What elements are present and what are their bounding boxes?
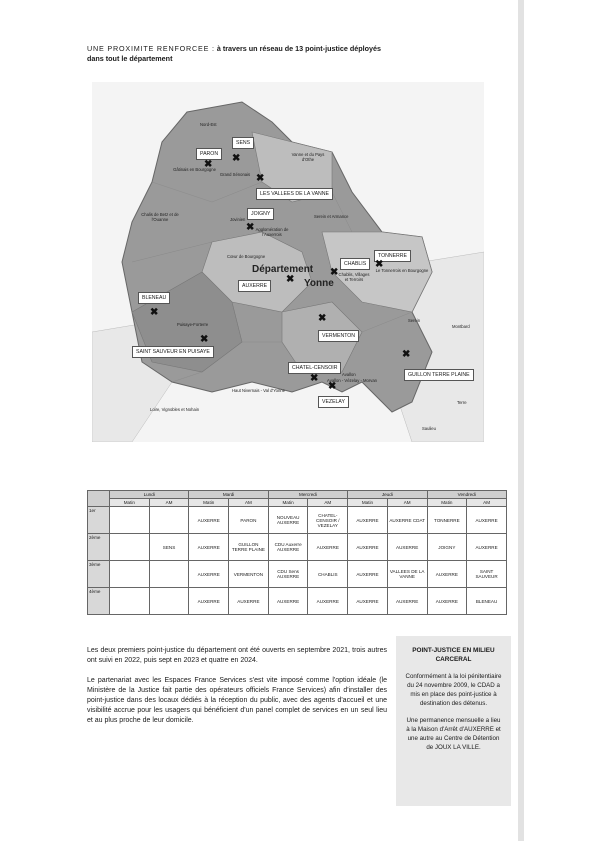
map-region: Chalis de Betz et de l'Ouanne (141, 212, 179, 222)
day-header: Vendredi (427, 491, 507, 499)
sidebox-paragraph: Une permanence mensuelle a lieu à la Maison d'Arrêt d'AUXERRE et une autre au Centre de Détention de JOUX LA VILLE. (406, 717, 501, 751)
table-row (88, 507, 507, 534)
table-cell: AUXERRE (268, 588, 308, 615)
day-header: Lundi (110, 491, 189, 499)
body-paragraph: Les deux premiers point-justice du département ont été ouverts en septembre 2021, trois autres ont suivi en 2022, puis sept en 2023 et quatre en 2024. (87, 647, 387, 664)
map-label-bleneau: BLENEAU (138, 292, 170, 304)
table-cell: PARON (229, 507, 269, 534)
map-region: Terre (457, 400, 467, 405)
map-label-paron: PARON (196, 148, 222, 160)
map-label-tonnerre: TONNERRE (374, 250, 411, 262)
table-header-days (88, 491, 507, 499)
table-cell: AUXERRE (348, 588, 388, 615)
marker-cross-icon: ✖ (318, 313, 327, 324)
table-corner (88, 491, 110, 507)
map-region: Avallon (342, 372, 356, 377)
map-label-sens: SENS (232, 137, 254, 149)
carceral-sidebox (396, 636, 511, 806)
slot-header: AM (229, 499, 269, 507)
table-cell: AUXERRE (348, 507, 388, 534)
table-cell (110, 507, 150, 534)
table-cell: AUXERRE (348, 534, 388, 561)
marker-cross-icon: ✖ (310, 373, 319, 384)
map-region: Cœur de Bourgogne (227, 254, 266, 259)
table-cell: AUXERRE (427, 588, 467, 615)
table-cell: CHABLIS (308, 561, 348, 588)
table-cell: AUXERRE (308, 588, 348, 615)
map-region: Haut Nivernais - Val d'Yonne (232, 388, 285, 393)
marker-cross-icon: ✖ (204, 159, 213, 170)
table-row (88, 588, 507, 615)
map-label-guillon: GUILLON TERRE PLAINE (404, 369, 474, 381)
map-region: Grand Sénonais (219, 172, 251, 177)
table-cell: AUXERRE (229, 588, 269, 615)
sidebox-title: POINT-JUSTICE EN MILIEU CARCERAL (412, 647, 495, 663)
table-cell (110, 534, 150, 561)
map-region: Chablis, Villages et Terroirs (338, 272, 370, 282)
marker-cross-icon: ✖ (375, 259, 384, 270)
map-region: Loire, Vignobles et Nohain (150, 407, 200, 412)
table-cell: AUXERRE (308, 534, 348, 561)
slot-header: Matin (348, 499, 388, 507)
week-label: 1er (88, 507, 110, 534)
marker-cross-icon: ✖ (328, 381, 337, 392)
map-label-joigny: JOIGNY (247, 208, 274, 220)
map-label-chatel-censoir: CHATEL-CENSOIR (288, 362, 341, 374)
map-label-vezelay: VEZELAY (318, 396, 349, 408)
map-region: Montbard (452, 324, 470, 329)
map-region: Serein (408, 318, 421, 323)
body-paragraph: Le partenariat avec les Espaces France Services s'est vite imposé comme l'option idéale (le Ministère de la Justice fait partie des opérateurs officiels France Services) afin d'installer des point-justice dans des locaux dédiés à la réception du public, avec des agents d'accueil et une visibilité accrue pour les usagers qui bénéficient d'un panel complet de services en un seul lieu et au plus proche de leur domicile. (87, 677, 387, 724)
table-cell: TONNERRE (427, 507, 467, 534)
slot-header: AM (387, 499, 427, 507)
map-region: Gâtinais en Bourgogne (173, 167, 216, 172)
table-cell: AUXERRE (387, 534, 427, 561)
table-cell: NOUVEAU AUXERRE (268, 507, 308, 534)
table-cell: AUXERRE (467, 507, 507, 534)
map-region: Jovinien (230, 217, 246, 222)
heading-caps: UNE PROXIMITE RENFORCEE : (87, 44, 215, 53)
map-label-saint-sauveur: SAINT SAUVEUR EN PUISAYE (132, 346, 214, 358)
slot-header: Matin (189, 499, 229, 507)
table-cell: BLENEAU (467, 588, 507, 615)
map-region: Agglomération de l'Auxerrois (255, 227, 289, 237)
table-cell: AUXERRE (189, 588, 229, 615)
marker-cross-icon: ✖ (150, 307, 159, 318)
week-label: 3ème (88, 561, 110, 588)
map-label-chablis: CHABLIS (340, 258, 370, 270)
marker-cross-icon: ✖ (246, 222, 255, 233)
day-header: Mercredi (268, 491, 347, 499)
schedule-table (87, 490, 507, 615)
week-label: 4ème (88, 588, 110, 615)
table-cell: GUILLON TERRE PLAINE (229, 534, 269, 561)
slot-header: AM (149, 499, 189, 507)
table-cell: CHATEL-CENSOIR / VEZELAY (308, 507, 348, 534)
week-label: 2ème (88, 534, 110, 561)
table-cell (110, 588, 150, 615)
table-row (88, 561, 507, 588)
body-text (87, 646, 387, 736)
map-region: Saulieu (422, 426, 436, 431)
marker-cross-icon: ✖ (286, 274, 295, 285)
sidebox-paragraph: Conformément à la loi pénitentiaire du 24 novembre 2009, le CDAD a mis en place des point-justice à destination des détenus. (405, 673, 502, 707)
table-cell (149, 561, 189, 588)
page-side-strip (518, 0, 524, 841)
map-dept-title: Département (252, 264, 314, 275)
table-cell: SENS (149, 534, 189, 561)
table-cell: AUXERRE (348, 561, 388, 588)
marker-cross-icon: ✖ (330, 267, 339, 278)
day-header: Jeudi (348, 491, 427, 499)
table-cell: AUXERRE (467, 534, 507, 561)
table-cell: AUXERRE CDAT (387, 507, 427, 534)
map-shape (92, 82, 484, 442)
marker-cross-icon: ✖ (256, 173, 265, 184)
table-cell (149, 507, 189, 534)
table-row (88, 534, 507, 561)
section-heading (87, 44, 387, 64)
map-region: Nord-Est (200, 122, 217, 127)
day-header: Mardi (189, 491, 268, 499)
table-cell: AUXERRE (189, 561, 229, 588)
table-header-slots (88, 499, 507, 507)
slot-header: Matin (268, 499, 308, 507)
slot-header: Matin (427, 499, 467, 507)
map-label-vallees-vanne: LES VALLEES DE LA VANNE (256, 188, 333, 200)
table-cell: SAINT SAUVEUR (467, 561, 507, 588)
slot-header: Matin (110, 499, 150, 507)
table-cell: AUXERRE (387, 588, 427, 615)
map-region: Vanne et du Pays d'Othe (291, 152, 325, 162)
marker-cross-icon: ✖ (200, 334, 209, 345)
map-region: Avallon - Vézelay - Morvan (327, 378, 377, 383)
table-cell: VALLEES DE LA VANNE (387, 561, 427, 588)
map-label-vermenton: VERMENTON (318, 330, 359, 342)
table-cell: AUXERRE (189, 507, 229, 534)
table-cell (149, 588, 189, 615)
heading-rest: à travers un réseau de 13 point-justice déployés dans tout le département (87, 44, 382, 63)
table-cell: AUXERRE (427, 561, 467, 588)
slot-header: AM (467, 499, 507, 507)
marker-cross-icon: ✖ (402, 349, 411, 360)
map-dept-title-2: Yonne (304, 278, 334, 289)
table-cell: JOIGNY (427, 534, 467, 561)
table-cell: AUXERRE (189, 534, 229, 561)
map-region: Serein et Armance (314, 214, 349, 219)
map-region: Puisaye-Forterre (177, 322, 209, 327)
table-cell: VERMENTON (229, 561, 269, 588)
map-label-auxerre: AUXERRE (238, 280, 271, 292)
department-map (92, 82, 484, 442)
table-cell (110, 561, 150, 588)
table-cell: CDU Auxerre AUXERRE (268, 534, 308, 561)
marker-cross-icon: ✖ (232, 153, 241, 164)
table-cell: CDU Sens AUXERRE (268, 561, 308, 588)
map-region: Le Tonnerrois en Bourgogne (375, 268, 429, 273)
slot-header: AM (308, 499, 348, 507)
